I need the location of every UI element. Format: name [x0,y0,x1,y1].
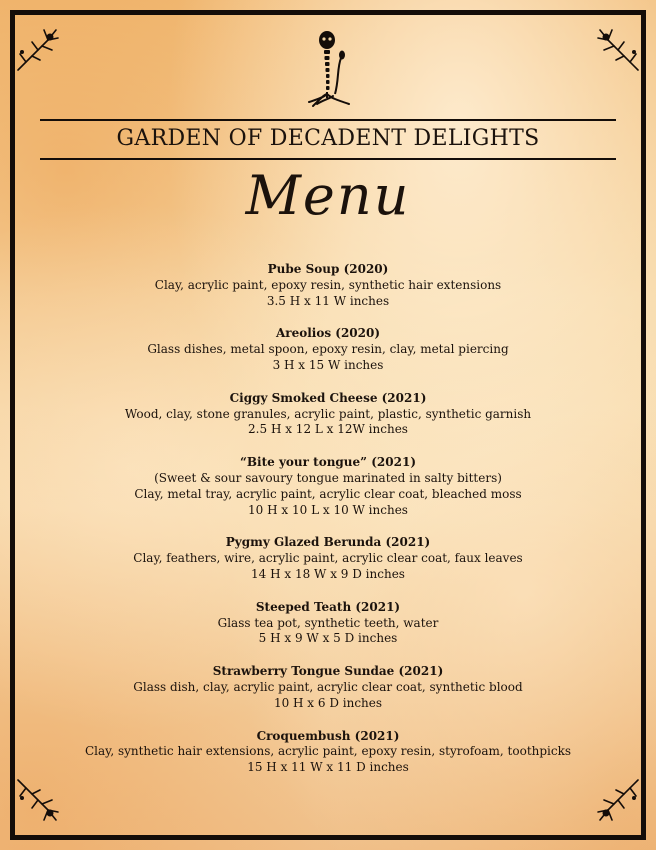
header-rule-top [40,119,616,121]
menu-item [30,391,626,438]
menu-item-title: Strawberry Tongue Sundae (2021) [212,664,444,679]
menu-items [30,262,626,793]
menu-item-title: Areolios (2020) [275,326,381,341]
venue-title: GARDEN OF DECADENT DELIGHTS [116,126,540,151]
menu-item [30,600,626,647]
menu-item-title: Pygmy Glazed Berunda (2021) [225,535,431,550]
menu-item-materials: Clay, feathers, wire, acrylic paint, acrylic clear coat, faux leaves [133,551,523,566]
thistle-corner-icon [14,24,64,74]
page-title: Menu [245,164,411,227]
menu-item-title: Pube Soup (2020) [267,262,389,276]
menu-item-title: Ciggy Smoked Cheese (2021) [229,390,427,405]
menu-item [30,664,626,711]
menu-item-title: “Bite your tongue” (2021) [239,455,416,470]
menu-item [30,326,626,373]
menu-item-materials: Glass dish, clay, acrylic paint, acrylic clear coat, synthetic blood [133,679,523,694]
menu-item-materials: Wood, clay, stone granules, acrylic paint, plastic, synthetic garnish [124,406,532,421]
menu-item-dimensions: 14 H x 18 W x 9 D inches [251,566,405,581]
menu-item-dimensions: 3 H x 15 W inches [272,357,384,372]
menu-item-dimensions: 15 H x 11 W x 11 D inches [247,760,409,775]
menu-item [30,262,626,309]
menu-item [30,535,626,582]
menu-item-dimensions: 5 H x 9 W x 5 D inches [258,631,398,646]
header-rule-bottom [40,158,616,160]
menu-item-materials: Clay, metal tray, acrylic paint, acrylic clear coat, bleached moss [134,486,522,501]
menu-item [30,729,626,776]
menu-item-materials: Clay, acrylic paint, epoxy resin, synthetic hair extensions [154,277,502,292]
menu-item-materials: Glass dishes, metal spoon, epoxy resin, clay, metal piercing [147,342,509,357]
menu-item-dimensions: 10 H x 6 D inches [273,695,383,710]
menu-item-dimensions: 3.5 H x 11 W inches [266,293,390,308]
skull-spine-flower-icon [303,28,363,112]
menu-item-title: Steeped Teath (2021) [255,599,401,614]
menu-item-materials: Glass tea pot, synthetic teeth, water [217,615,439,630]
menu-item [30,455,626,518]
thistle-corner-icon [592,24,642,74]
menu-item-description: (Sweet & sour savoury tongue marinated in salty bitters) [154,470,502,485]
menu-item-dimensions: 2.5 H x 12 L x 12W inches [248,422,408,437]
menu-item-dimensions: 10 H x 10 L x 10 W inches [248,502,408,517]
menu-item-materials: Clay, synthetic hair extensions, acrylic paint, epoxy resin, styrofoam, toothpicks [84,744,572,759]
menu-item-title: Croquembush (2021) [256,728,400,743]
